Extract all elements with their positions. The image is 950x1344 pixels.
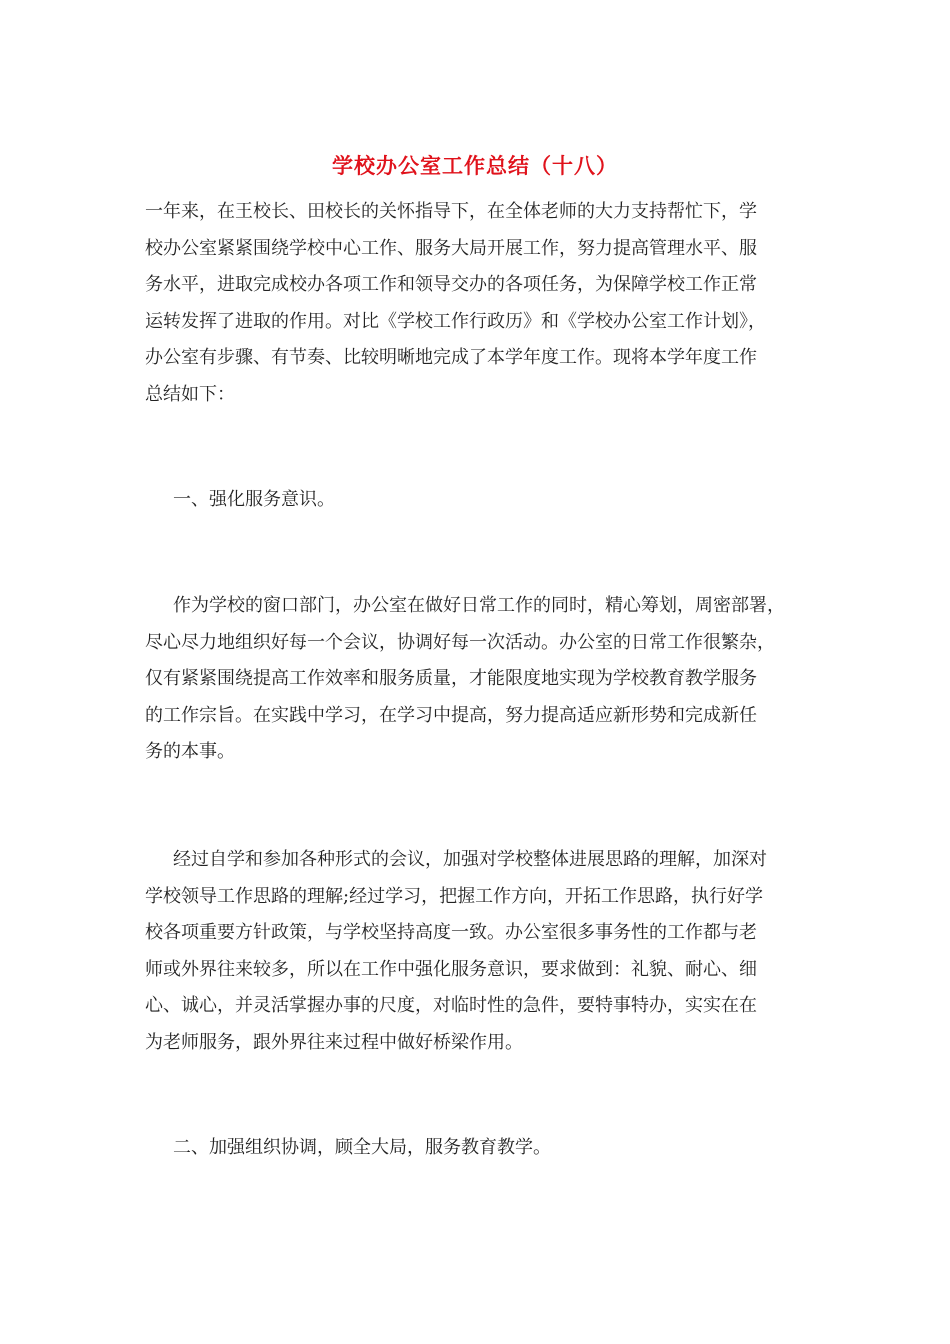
paragraph-line: 学校领导工作思路的理解;经过学习，把握工作方向，开拓工作思路，执行好学 <box>145 885 764 907</box>
paragraph-line: 务的本事。 <box>145 741 235 762</box>
paragraph-line: 心、诚心，并灵活掌握办事的尺度，对临时性的急件，要特事特办，实实在在 <box>145 995 757 1016</box>
intro-line: 校办公室紧紧围绕学校中心工作、服务大局开展工作，努力提高管理水平、服 <box>145 237 757 259</box>
paragraph-line: 作为学校的窗口部门，办公室在做好日常工作的同时，精心筹划，周密部署， <box>173 595 785 616</box>
section-heading-text: 一、强化服务意识。 <box>173 489 335 510</box>
paragraph-line: 尽心尽力地组织好每一个会议，协调好每一次活动。办公室的日常工作很繁杂， <box>145 631 775 653</box>
paragraph-line: 仅有紧紧围绕提高工作效率和服务质量，才能限度地实现为学校教育教学服务 <box>145 668 757 689</box>
section-heading-1 <box>173 482 838 519</box>
intro-line: 总结如下： <box>145 383 235 405</box>
paragraph-line: 的工作宗旨。在实践中学习，在学习中提高，努力提高适应新形势和完成新任 <box>145 704 757 726</box>
intro-paragraph <box>145 194 810 413</box>
section-heading-text: 二、加强组织协调，顾全大局，服务教育教学。 <box>173 1137 551 1158</box>
section1-paragraph-1 <box>145 588 810 771</box>
intro-line: 务水平，进取完成校办各项工作和领导交办的各项任务，为保障学校工作正常 <box>145 274 757 295</box>
paragraph-line: 校各项重要方针政策，与学校坚持高度一致。办公室很多事务性的工作都与老 <box>145 922 757 943</box>
paragraph-line: 师或外界往来较多，所以在工作中强化服务意识，要求做到：礼貌、耐心、细 <box>145 958 757 980</box>
document-title: 学校办公室工作总结（十八） <box>332 153 618 178</box>
paragraph-line: 为老师服务，跟外界往来过程中做好桥梁作用。 <box>145 1031 523 1053</box>
section-heading-2 <box>173 1130 838 1167</box>
intro-line: 运转发挥了进取的作用。对比《学校工作行政历》和《学校办公室工作计划》， <box>145 310 766 332</box>
intro-line: 办公室有步骤、有节奏、比较明晰地完成了本学年度工作。现将本学年度工作 <box>145 347 757 368</box>
section1-paragraph-2 <box>145 842 810 1061</box>
paragraph-line: 经过自学和参加各种形式的会议，加强对学校整体进展思路的理解，加深对 <box>173 849 767 870</box>
intro-line: 一年来，在王校长、田校长的关怀指导下，在全体老师的大力支持帮忙下，学 <box>145 201 757 222</box>
